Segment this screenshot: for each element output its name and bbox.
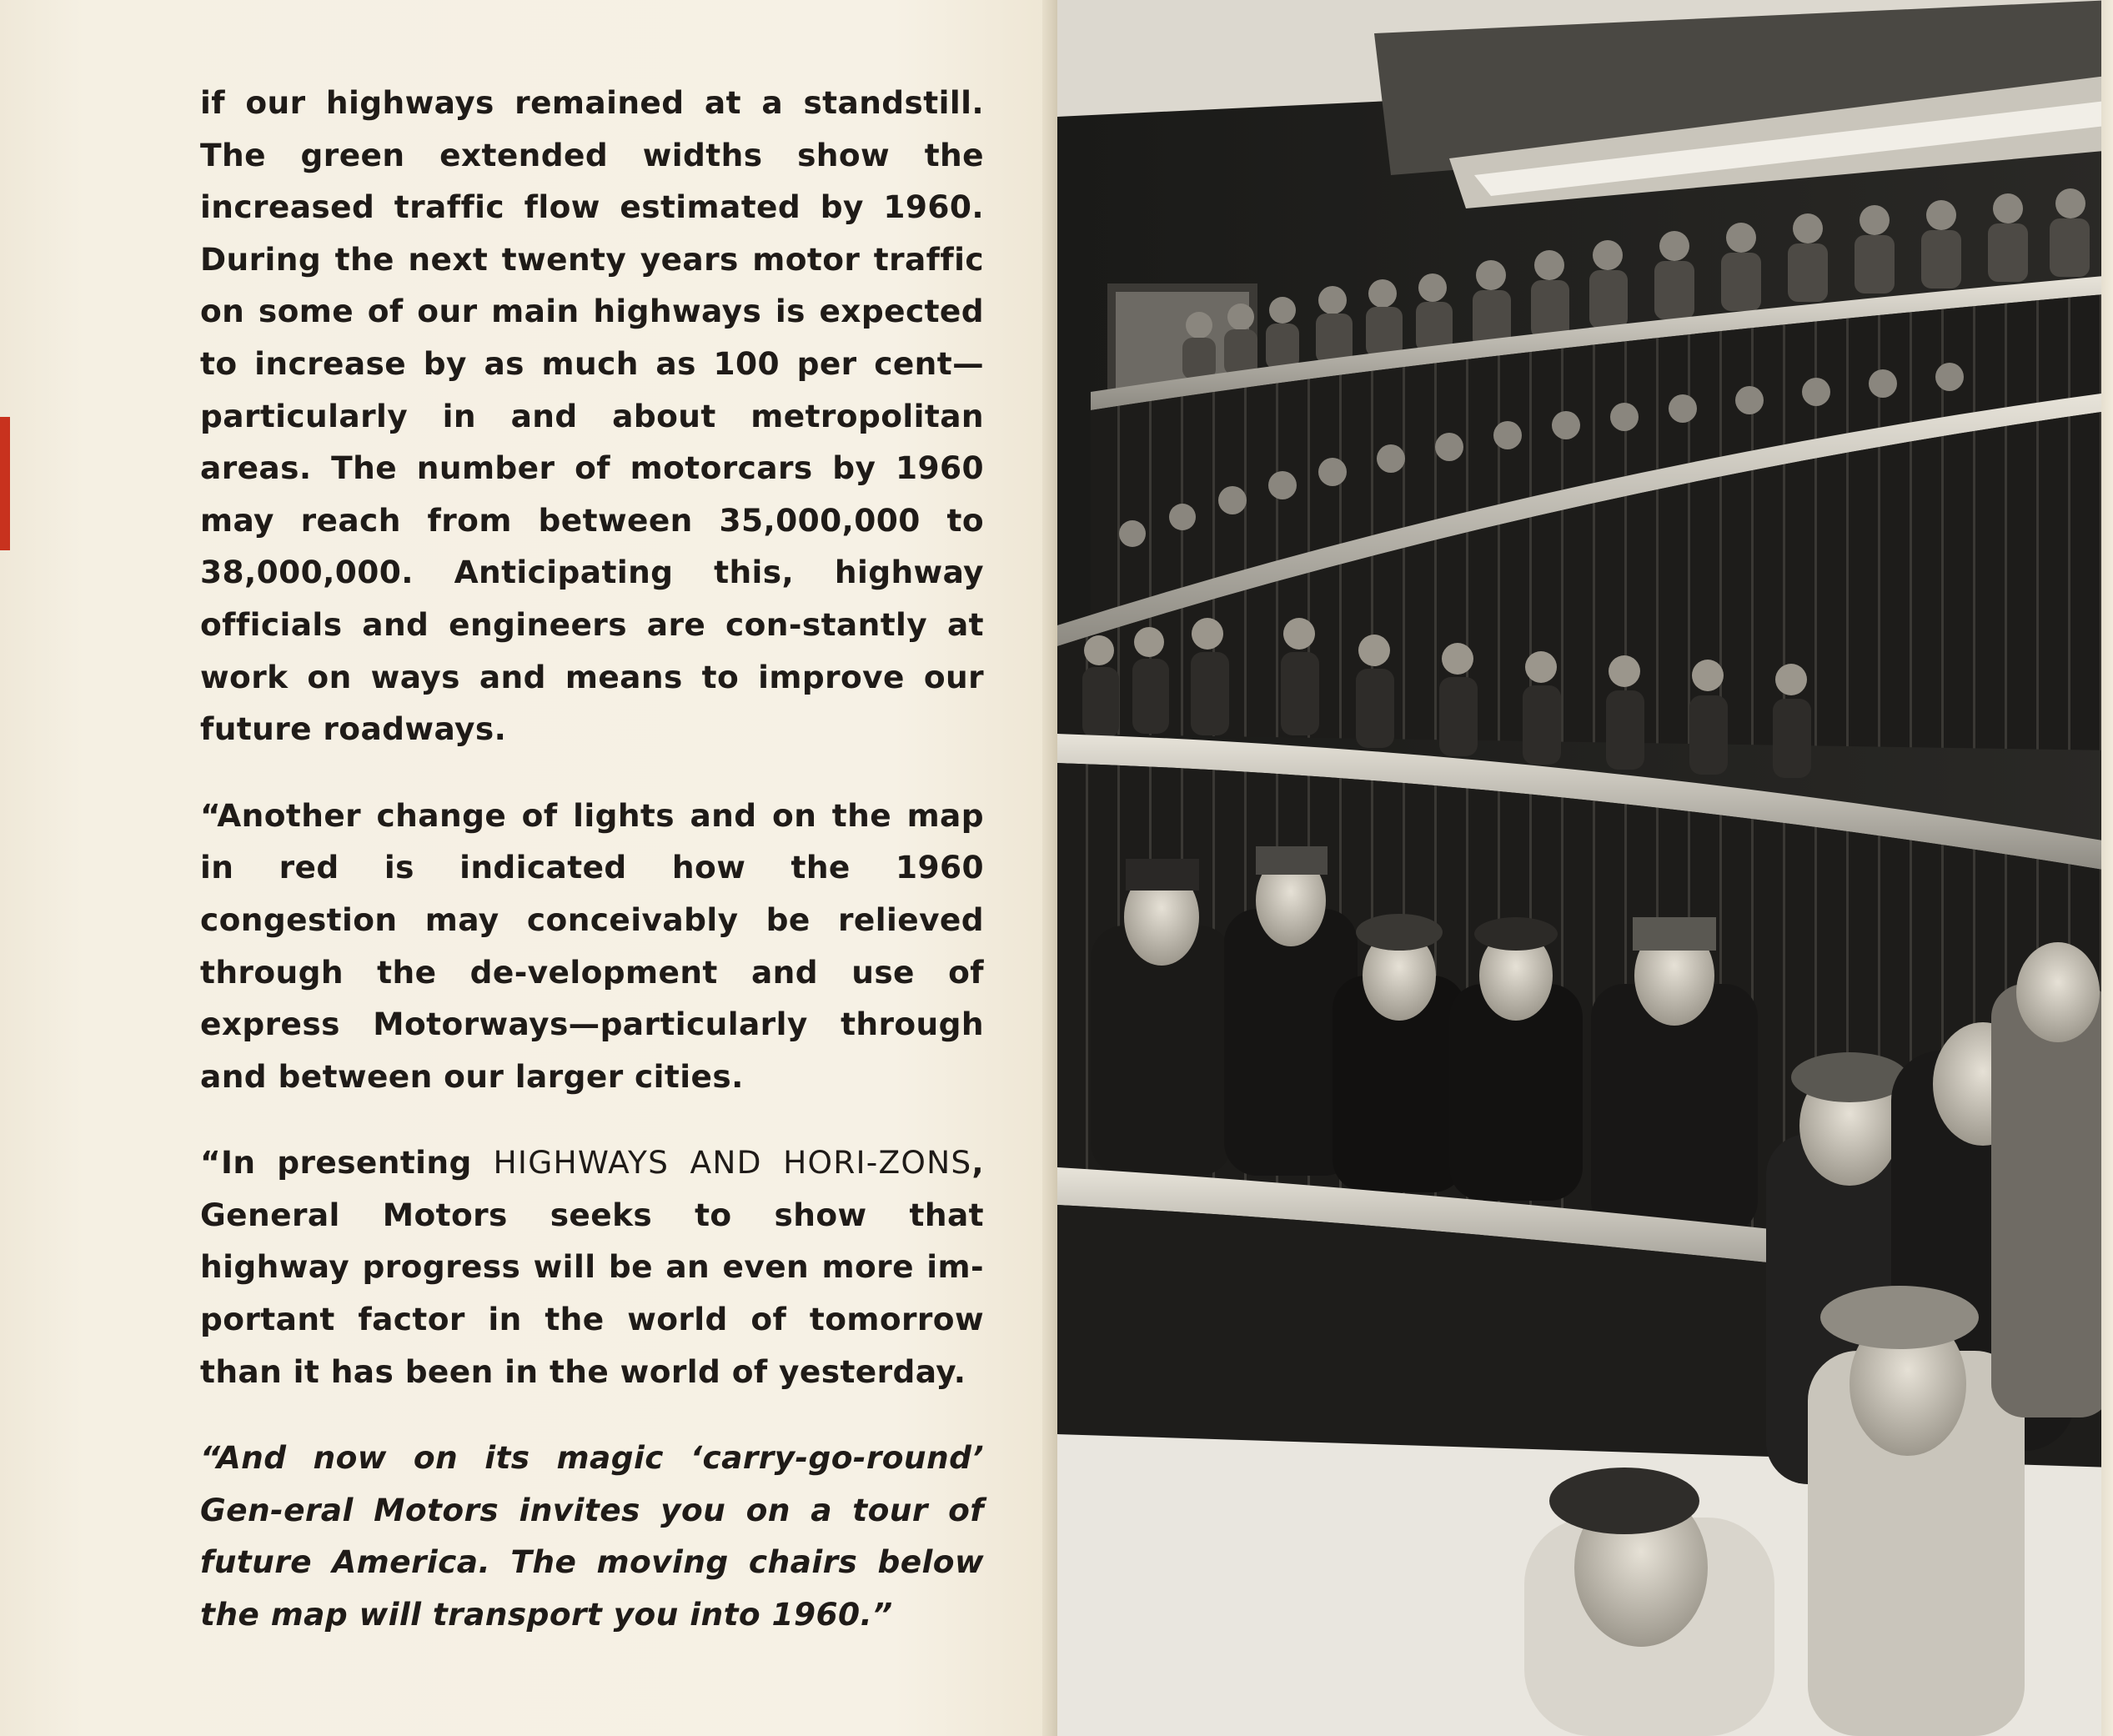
photo-illustration xyxy=(1057,0,2113,1736)
crowd-on-ramps-photo xyxy=(1057,0,2113,1736)
paragraph-3-title: HIGHWAYS AND HORI-ZONS xyxy=(493,1144,972,1182)
paragraph-4: “And now on its magic ‘carry-go-round’ Gen-eral Motors invites you on a tour of future America. The moving chairs below the map will transport you into 1960.” xyxy=(200,1439,984,1633)
paragraph-3 xyxy=(200,1136,984,1397)
paragraph-2: “Another change of lights and on the map in red is indicated how the 1960 congestion may conceivably be relieved through the de-velopment and use of express Motorways—particularly through and between our larger cities. xyxy=(200,796,984,1095)
left-page xyxy=(0,0,1052,1736)
body-text xyxy=(200,77,984,1641)
red-cover-edge xyxy=(0,417,10,550)
paragraph-1: if our highways remained at a standstill. The green extended widths show the increased traffic flow estimated by 1960. During the next twenty years motor traffic on some of our main highways is expected to increase by as much as 100 per cent—particularly in and about metropolitan areas. The number of motorcars by 1960 may reach from between 35,000,000 to 38,000,000. Anticipating this, highway officials and engineers are con-stantly at work on ways and means to improve our future roadways. xyxy=(200,84,984,748)
right-page-edge xyxy=(2101,0,2113,1736)
paragraph-3-lead: “In presenting xyxy=(200,1144,494,1182)
paragraph-3-rest: , General Motors seeks to show that highway progress will be an even more im-portant factor in the world of tomorrow than it has been in the world of yesterday. xyxy=(200,1144,984,1390)
